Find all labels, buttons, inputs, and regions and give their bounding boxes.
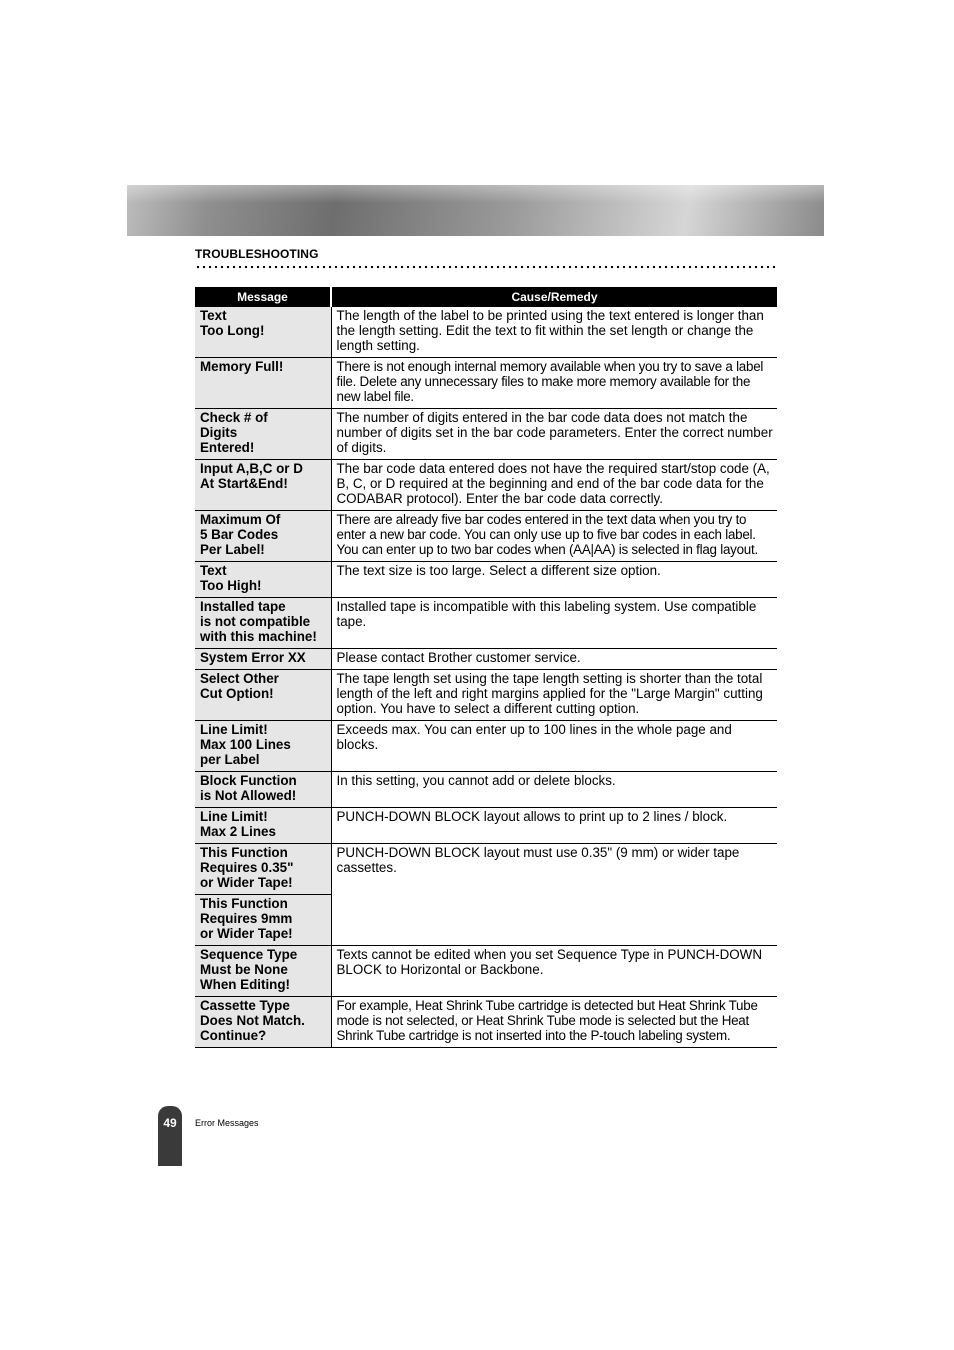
table-row <box>195 946 777 997</box>
cause-cell: The text size is too large. Select a different size option. <box>331 562 777 598</box>
cause-cell: Exceeds max. You can enter up to 100 lines in the whole page and blocks. <box>331 721 777 772</box>
cause-cell: The bar code data entered does not have the required start/stop code (A, B, C, or D required at the beginning and end of the bar code data for the CODABAR protocol). Enter the bar code data correctly. <box>331 460 777 511</box>
cause-cell: There are already five bar codes entered in the text data when you try to enter a new bar code. You can only use up to five bar codes in each label. You can enter up to two bar codes when (AA|AA) is selected in flag layout. <box>331 511 777 562</box>
table-row <box>195 511 777 562</box>
page-number-tab <box>158 1106 182 1166</box>
column-header-message: Message <box>195 287 331 307</box>
message-cell: Maximum Of 5 Bar Codes Per Label! <box>195 511 331 562</box>
section-title: TROUBLESHOOTING <box>195 247 319 261</box>
table-row <box>195 409 777 460</box>
footer-section-label: Error Messages <box>195 1118 259 1128</box>
cause-cell: Installed tape is incompatible with this labeling system. Use compatible tape. <box>331 598 777 649</box>
table-row <box>195 562 777 598</box>
table-row <box>195 358 777 409</box>
message-cell: Input A,B,C or D At Start&End! <box>195 460 331 511</box>
message-cell: Text Too High! <box>195 562 331 598</box>
cause-cell: In this setting, you cannot add or delete blocks. <box>331 772 777 808</box>
table-row <box>195 997 777 1048</box>
table-row <box>195 670 777 721</box>
cause-cell: Please contact Brother customer service. <box>331 649 777 670</box>
header-banner <box>127 185 824 236</box>
message-cell: Select Other Cut Option! <box>195 670 331 721</box>
dotted-divider <box>195 265 777 269</box>
cause-cell: The number of digits entered in the bar code data does not match the number of digits set in the bar code parameters. Enter the correct number of digits. <box>331 409 777 460</box>
message-cell: This Function Requires 0.35" or Wider Tape! <box>195 844 331 895</box>
message-cell: Line Limit! Max 2 Lines <box>195 808 331 844</box>
page-number: 49 <box>163 1116 177 1130</box>
cause-cell: The tape length set using the tape length setting is shorter than the total length of the left and right margins applied for the "Large Margin" cutting option. You have to select a different cutting option. <box>331 670 777 721</box>
table-row <box>195 808 777 844</box>
message-cell: System Error XX <box>195 649 331 670</box>
error-messages-table <box>195 287 777 1048</box>
message-cell: Block Function is Not Allowed! <box>195 772 331 808</box>
cause-cell: The length of the label to be printed using the text entered is longer than the length setting. Edit the text to fit within the set length or change the length setting. <box>331 307 777 358</box>
message-cell: Line Limit! Max 100 Lines per Label <box>195 721 331 772</box>
message-cell: This Function Requires 9mm or Wider Tape! <box>195 895 331 946</box>
cause-cell: PUNCH-DOWN BLOCK layout must use 0.35" (9 mm) or wider tape cassettes. <box>331 844 777 946</box>
message-cell: Text Too Long! <box>195 307 331 358</box>
cause-cell: Texts cannot be edited when you set Sequence Type in PUNCH-DOWN BLOCK to Horizontal or Backbone. <box>331 946 777 997</box>
message-cell: Sequence Type Must be None When Editing! <box>195 946 331 997</box>
table-row <box>195 844 777 895</box>
table-row <box>195 598 777 649</box>
cause-cell: There is not enough internal memory available when you try to save a label file. Delete any unnecessary files to make more memory available for the new label file. <box>331 358 777 409</box>
table-row <box>195 307 777 358</box>
table-row <box>195 721 777 772</box>
message-cell: Installed tape is not compatible with this machine! <box>195 598 331 649</box>
message-cell: Memory Full! <box>195 358 331 409</box>
cause-cell: PUNCH-DOWN BLOCK layout allows to print up to 2 lines / block. <box>331 808 777 844</box>
table-row <box>195 460 777 511</box>
message-cell: Cassette Type Does Not Match. Continue? <box>195 997 331 1048</box>
cause-cell: For example, Heat Shrink Tube cartridge is detected but Heat Shrink Tube mode is not selected, or Heat Shrink Tube mode is selected but the Heat Shrink Tube cartridge is not inserted into the P-touch labeling system. <box>331 997 777 1048</box>
table-row <box>195 649 777 670</box>
message-cell: Check # of Digits Entered! <box>195 409 331 460</box>
column-header-cause: Cause/Remedy <box>331 287 777 307</box>
table-row <box>195 772 777 808</box>
table-header-row <box>195 287 777 307</box>
